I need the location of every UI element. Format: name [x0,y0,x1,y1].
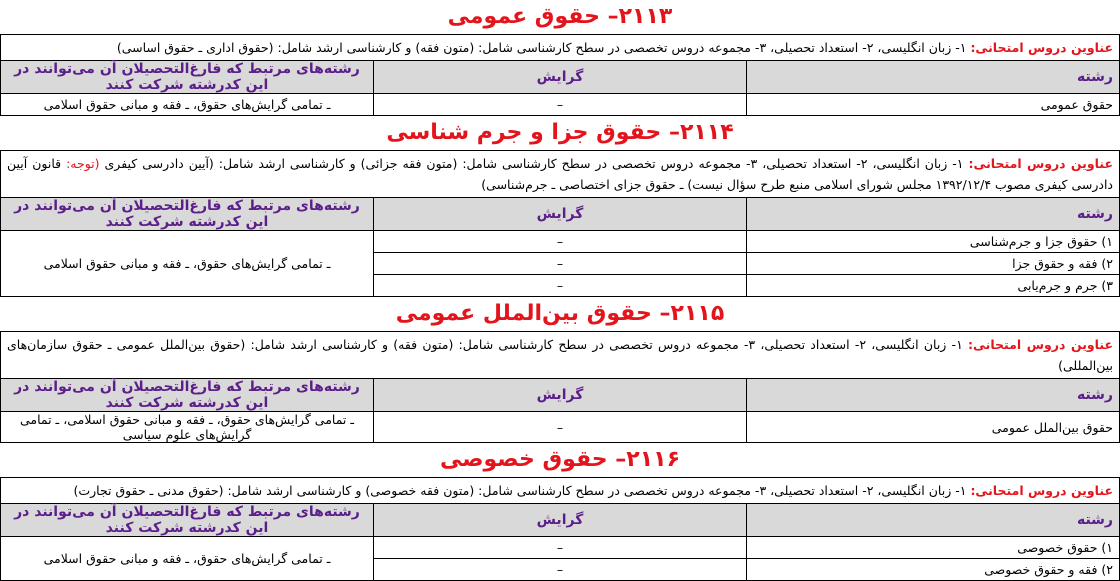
section-title: ۲۱۱۵– حقوق بین‌الملل عمومی [395,301,725,326]
exam-topics-note: (توجه: [66,156,100,171]
exam-topics [1,151,1120,198]
header-related: رشته‌های مرتبط که فارغ‌التحصیلان آن می‌توانند در این کدرشته شرکت کنند [1,379,374,412]
exam-topics-label: عناوین دروس امتحانی: [967,337,1113,352]
related-cell: ـ تمامی گرایش‌های حقوق، ـ فقه و مبانی حقوق اسلامی، ـ تمامی گرایش‌های علوم سیاسی [1,412,374,443]
orientation-cell: – [374,537,747,559]
table-row [1,412,1120,443]
table-row [1,94,1120,116]
exam-topics-label: عناوین دروس امتحانی: [970,483,1113,498]
exam-topics [1,35,1120,61]
orientation-cell: – [374,253,747,275]
orientation-cell: – [374,94,747,116]
exam-topics-label: عناوین دروس امتحانی: [970,40,1113,55]
header-field: رشته [747,198,1120,231]
header-related: رشته‌های مرتبط که فارغ‌التحصیلان آن می‌توانند در این کدرشته شرکت کنند [1,61,374,94]
orientation-cell: – [374,231,747,253]
section-table [0,477,1120,581]
header-orientation: گرایش [374,379,747,412]
section-table [0,34,1120,116]
orientation-cell: – [374,275,747,297]
field-cell: ۱) حقوق خصوصی [747,537,1120,559]
field-cell: ۱) حقوق جزا و جرم‌شناسی [747,231,1120,253]
header-related: رشته‌های مرتبط که فارغ‌التحصیلان آن می‌توانند در این کدرشته شرکت کنند [1,504,374,537]
table-row [1,537,1120,559]
related-cell: ـ تمامی گرایش‌های حقوق، ـ فقه و مبانی حقوق اسلامی [1,231,374,297]
header-orientation: گرایش [374,61,747,94]
orientation-cell: – [374,559,747,581]
related-cell: ـ تمامی گرایش‌های حقوق، ـ فقه و مبانی حقوق اسلامی [1,537,374,581]
section-title: ۲۱۱۴– حقوق جزا و جرم شناسی [386,120,734,145]
exam-topics-label: عناوین دروس امتحانی: [968,156,1113,171]
header-orientation: گرایش [374,504,747,537]
header-field: رشته [747,379,1120,412]
field-cell: حقوق بین‌الملل عمومی [747,412,1120,443]
related-cell: ـ تمامی گرایش‌های حقوق، ـ فقه و مبانی حقوق اسلامی [1,94,374,116]
orientation-cell: – [374,412,747,443]
header-related: رشته‌های مرتبط که فارغ‌التحصیلان آن می‌توانند در این کدرشته شرکت کنند [1,198,374,231]
header-orientation: گرایش [374,198,747,231]
field-cell: ۲) فقه و حقوق خصوصی [747,559,1120,581]
exam-topics [1,332,1120,379]
header-field: رشته [747,504,1120,537]
section-title: ۲۱۱۶– حقوق خصوصی [439,447,681,472]
section-title: ۲۱۱۳– حقوق عمومی [447,4,673,29]
table-row [1,231,1120,253]
section-table [0,150,1120,297]
section-table [0,331,1120,443]
exam-topics-text: ۱- زبان انگلیسی، ۲- استعداد تحصیلی، ۳- مجموعه دروس تخصصی در سطح کارشناسی شامل: (متون فقه) و کارشناسی ارشد شامل: (حقوق بین‌الملل عمومی ـ حقوق سازمان‌های بین‌المللی) [7,337,1113,373]
field-cell: حقوق عمومی [747,94,1120,116]
header-field: رشته [747,61,1120,94]
field-cell: ۲) فقه و حقوق جزا [747,253,1120,275]
field-cell: ۳) جرم و جرم‌یابی [747,275,1120,297]
exam-topics-text: ۱- زبان انگلیسی، ۲- استعداد تحصیلی، ۳- مجموعه دروس تخصصی در سطح کارشناسی شامل: (متون فقه) و کارشناسی ارشد شامل: (حقوق اداری ـ حقوق اساسی) [116,40,971,55]
exam-topics-text: ۱- زبان انگلیسی، ۲- استعداد تحصیلی، ۳- مجموعه دروس تخصصی در سطح کارشناسی شامل: (متون فقه جزائی) و کارشناسی ارشد شامل: (آیین دادرسی کیفری [99,156,969,171]
exam-topics [1,478,1120,504]
exam-topics-text-2: قانون آیین دادرسی کیفری مصوب ۱۳۹۲/۱۲/۴ مجلس شورای اسلامی منبع طرح سؤال نیست) ـ حقوق جزای اختصاصی ـ جرم‌شناسی) [7,156,1113,192]
exam-topics-text: ۱- زبان انگلیسی، ۲- استعداد تحصیلی، ۳- مجموعه دروس تخصصی در سطح کارشناسی شامل: (متون فقه خصوصی) و کارشناسی ارشد شامل: (حقوق مدنی ـ حقوق تجارت) [73,483,971,498]
